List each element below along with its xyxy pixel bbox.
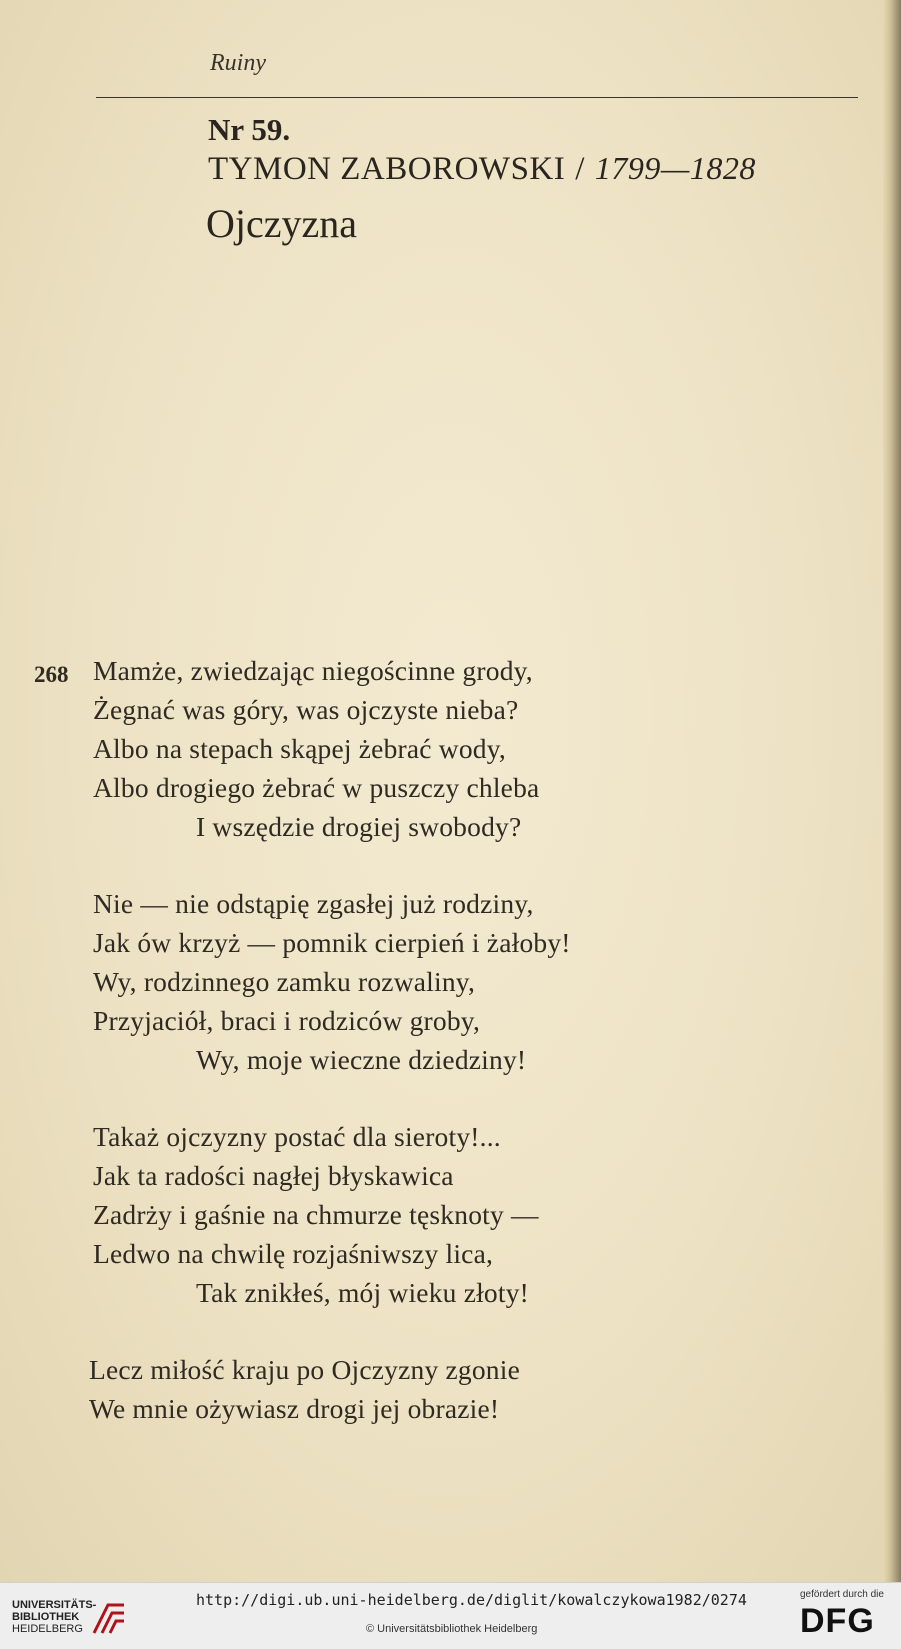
university-library-logo-icon	[90, 1599, 130, 1639]
verse-number: 268	[34, 662, 69, 687]
poem-line: Przyjaciół, braci i rodziców groby,	[93, 1005, 481, 1036]
poem-line: Żegnać was góry, was ojczyste nieba?	[93, 694, 519, 725]
poem-line: Tak znikłeś, mój wieku złoty!	[196, 1277, 530, 1308]
copyright-notice: © Universitätsbibliothek Heidelberg	[366, 1623, 538, 1635]
permalink-url[interactable]: http://digi.ub.uni-heidelberg.de/diglit/kowalczykowa1982/0274	[196, 1591, 747, 1609]
poem-title: Ojczyzna	[206, 201, 358, 246]
running-head: Ruiny	[210, 50, 266, 76]
poem-line: Takaż ojczyzny postać dla sieroty!...	[93, 1121, 501, 1152]
library-name-line3: HEIDELBERG	[12, 1623, 83, 1635]
library-name-line2: BIBLIOTHEK	[12, 1611, 80, 1623]
author-name: TYMON ZABOROWSKI	[208, 151, 566, 187]
author-dates: 1799—1828	[594, 150, 756, 186]
poem-line: I wszędzie drogiej swobody?	[196, 811, 522, 842]
poem-line: Jak ta radości nagłej błyskawica	[93, 1160, 454, 1191]
poem-line: Wy, moje wieczne dziedziny!	[196, 1044, 527, 1075]
poem-line: Zadrży i gaśnie na chmurze tęsknoty —	[93, 1199, 539, 1230]
poem-line: Nie — nie odstąpię zgasłej już rodziny,	[93, 888, 534, 919]
poem-number: Nr 59.	[208, 112, 291, 147]
dfg-logo-icon[interactable]: DFG	[800, 1602, 875, 1640]
library-name-line1: UNIVERSITÄTS-	[12, 1599, 97, 1611]
poem-line: Lecz miłość kraju po Ojczyzny zgonie	[89, 1354, 520, 1385]
funding-note: gefördert durch die	[800, 1589, 884, 1600]
poem-line: Mamże, zwiedzając niegościnne grody,	[93, 655, 533, 686]
poem-line: Wy, rodzinnego zamku rozwaliny,	[93, 966, 476, 997]
poem-line: We mnie ożywiasz drogi jej obrazie!	[89, 1393, 500, 1424]
poem-line: Ledwo na chwilę rozjaśniwszy lica,	[93, 1238, 494, 1269]
university-library-logo[interactable]	[12, 1599, 182, 1641]
viewer-footer	[0, 1582, 901, 1649]
poem-line: Albo na stepach skąpej żebrać wody,	[93, 733, 506, 764]
poem-line: Albo drogiego żebrać w puszczy chleba	[93, 772, 540, 803]
author-separator: /	[575, 151, 585, 187]
poem-line: Jak ów krzyż — pomnik cierpień i żałoby!	[93, 927, 571, 958]
